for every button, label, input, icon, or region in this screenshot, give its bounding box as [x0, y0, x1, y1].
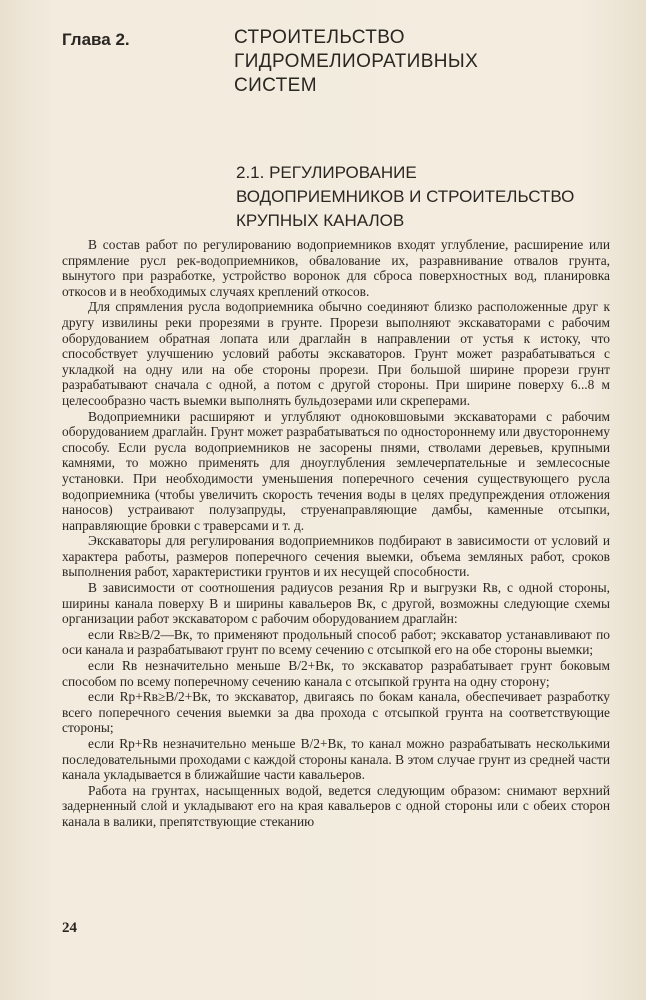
- paragraph: Водоприемники расширяют и углубляют одноковшовыми экскаваторами с рабочим оборудованием драглайн. Грунт может разрабатываться по одностороннему или двустороннему способу. Если русла водоприемников не засорены пнями, стволами деревьев, крупными камнями, то можно применять для дноуглубления землечерпательные и землесосные установки. При необходимости уменьшения поперечного сечения существующего русла водоприемника (чтобы увеличить скорость течения воды в целях предупреждения отложения наносов) устраивают полузапруды, струенаправляющие дамбы, каменные отсыпки, направляющие бровки с траверсами и т. д.: [62, 408, 610, 533]
- paragraph: В состав работ по регулированию водоприемников входят углубление, расширение или спрямление русл рек-водоприемников, обвалование их, разравнивание отвалов грунта, вынутого при разработке, устройство воронок для сброса поверхностных вод, планировка откосов и в необходимых случаях креплений откосов.: [62, 237, 610, 299]
- chapter-title: [234, 26, 574, 98]
- paragraph: если Rр+Rв незначительно меньше B/2+Bк, то канал можно разрабатывать несколькими последовательными проходами с каждой стороны канала. В этом случае грунт из средней части канала укладывается в ближайшие части кавальеров.: [62, 736, 610, 783]
- section-title-line: 2.1. РЕГУЛИРОВАНИЕ: [236, 163, 417, 182]
- paragraph: если Rв≥B/2—Bк, то применяют продольный способ работ; экскаватор устанавливают по оси канала и разрабатывают грунт по всему сечению с отсыпкой его на обе стороны выемки;: [62, 626, 610, 658]
- chapter-title-line: СТРОИТЕЛЬСТВО: [234, 27, 405, 48]
- paragraph: если Rр+Rв≥B/2+Bк, то экскаватор, двигаясь по бокам канала, обеспечивает разработку всего поперечного сечения выемки за два прохода с отсыпкой грунта на соответствующие стороны;: [62, 689, 610, 736]
- section-title-line: ВОДОПРИЕМНИКОВ И СТРОИТЕЛЬСТВО: [236, 187, 575, 206]
- paragraph: Для спрямления русла водоприемника обычно соединяют близко расположенные друг к другу извилины реки прорезями в грунте. Прорези выполняют экскаваторами с рабочим оборудованием обратная лопата или драглайн в направлении от устья к истоку, что способствует улучшению условий работы экскаваторов. Грунт может разрабатываться с укладкой на одну или на обе стороны прорези. При большой ширине прорези грунт разрабатывают сначала с одной, а потом с другой стороны. При ширине поверху 6...8 м целесообразно часть выемки выполнять бульдозерами или скреперами.: [62, 299, 610, 408]
- section-title-line: КРУПНЫХ КАНАЛОВ: [236, 211, 405, 230]
- paragraph: В зависимости от соотношения радиусов резания Rр и выгрузки Rв, с одной стороны, ширины канала поверху B и ширины кавальеров Bк, с другой, возможны следующие схемы организации работ экскаватором с рабочим оборудованием драглайн:: [62, 580, 610, 627]
- section-title: [236, 161, 596, 233]
- paragraph: Работа на грунтах, насыщенных водой, ведется следующим образом: снимают верхний задерненный слой и укладывают его на края кавальеров с одной стороны или с обеих сторон канала в валики, препятствующие стеканию: [62, 782, 610, 829]
- chapter-label: Глава 2.: [62, 30, 130, 49]
- chapter-title-line: СИСТЕМ: [234, 75, 317, 96]
- paragraph: если Rв незначительно меньше B/2+Bк, то экскаватор разрабатывает грунт боковым способом по всему поперечному сечению канала с отсыпкой грунта на одну сторону;: [62, 658, 610, 689]
- chapter-title-line: ГИДРОМЕЛИОРАТИВНЫХ: [234, 51, 479, 72]
- paragraph: Экскаваторы для регулирования водоприемников подбирают в зависимости от условий и характера работы, размеров поперечного сечения выемки, объема земляных работ, сроков выполнения работ, характеристики грунтов и их несущей способности.: [62, 533, 610, 580]
- page-number: 24: [62, 920, 77, 936]
- body-text: [62, 237, 610, 830]
